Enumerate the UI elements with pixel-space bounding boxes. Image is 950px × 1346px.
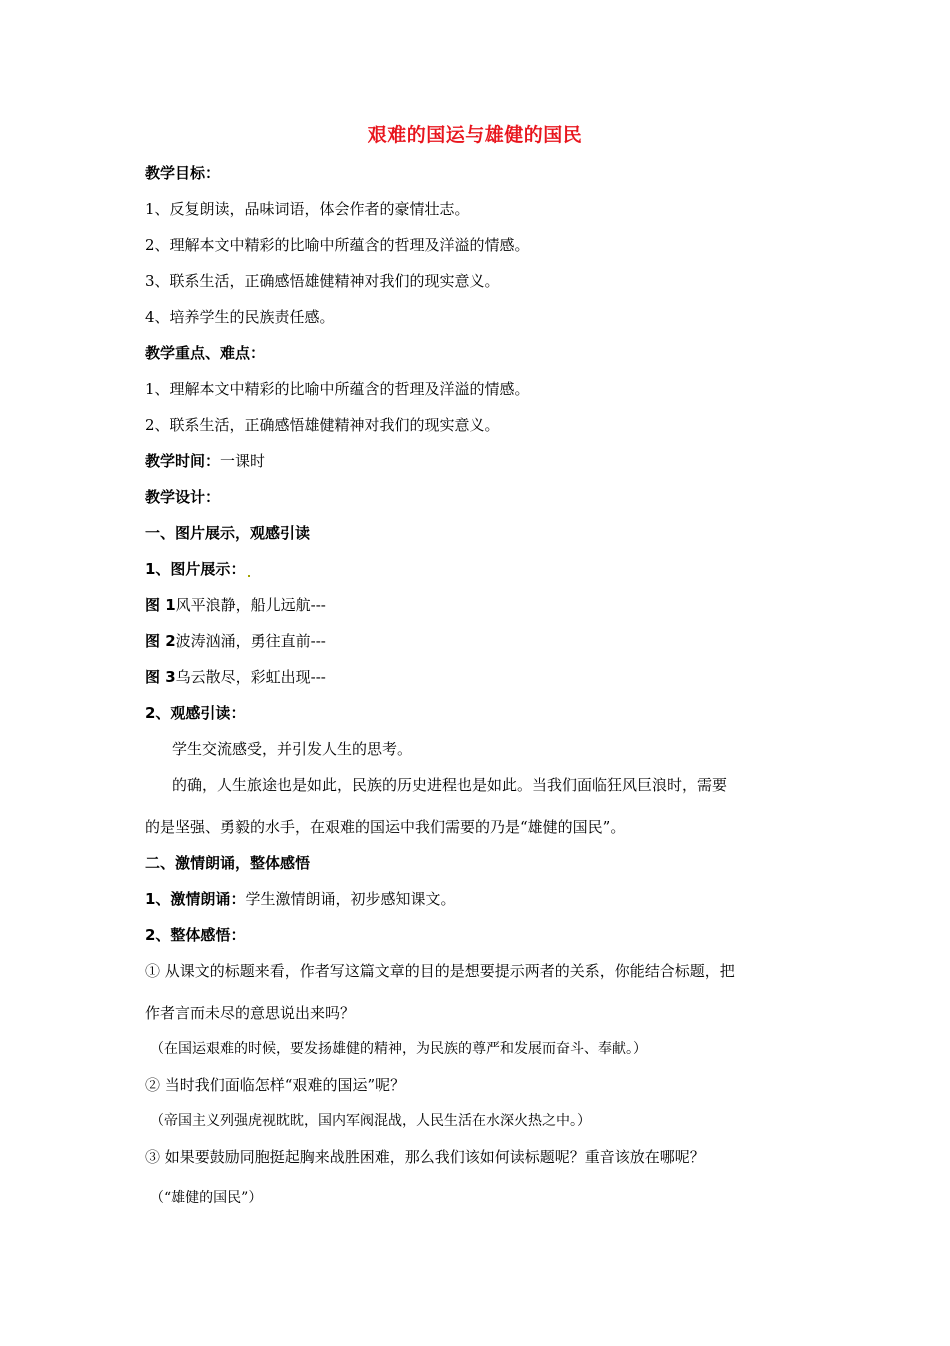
goal-item: 1、反复朗读，品味词语，体会作者的豪情壮志。 — [145, 200, 470, 218]
answer-item: （帝国主义列强虎视眈眈，国内军阀混战，人民生活在水深火热之中。） — [150, 1113, 591, 1129]
section2-sub2: 2、整体感悟： — [145, 926, 246, 944]
goal-item: 4、培养学生的民族责任感。 — [145, 308, 335, 326]
picture-text: 乌云散尽，彩虹出现--- — [175, 668, 326, 686]
paragraph-continuation: 的是坚强、勇毅的水手，在艰难的国运中我们需要的乃是“雄健的国民”。 — [145, 818, 626, 836]
picture-label: 图 3 — [145, 668, 176, 686]
question-item: ① 从课文的标题来看，作者写这篇文章的目的是想要提示两者的关系，你能结合标题，把 — [145, 962, 735, 980]
section1-sub1 — [145, 559, 250, 579]
question-item: ③ 如果要鼓励同胞挺起胸来战胜困难，那么我们该如何读标题呢？重音该放在哪呢？ — [145, 1148, 705, 1166]
picture-text: 风平浪静，船儿远航--- — [175, 596, 326, 614]
section1-sub1-label: 1、图片展示： — [145, 560, 246, 578]
picture-item — [145, 667, 326, 687]
decorative-dot — [248, 575, 250, 577]
design-heading: 教学设计： — [145, 488, 221, 506]
picture-label: 图 2 — [145, 632, 176, 650]
section2-sub1-label: 1、激情朗诵： — [145, 890, 246, 908]
question-continuation: 作者言而未尽的意思说出来吗？ — [145, 1004, 356, 1022]
document-title: 艰难的国运与雄健的国民 — [367, 124, 583, 146]
goal-item: 2、理解本文中精彩的比喻中所蕴含的哲理及洋溢的情感。 — [145, 236, 530, 254]
section2-sub1-text: 学生激情朗诵，初步感知课文。 — [245, 890, 456, 908]
key-point-item: 2、联系生活，正确感悟雄健精神对我们的现实意义。 — [145, 416, 500, 434]
section2-heading: 二、激情朗诵，整体感悟 — [145, 854, 311, 872]
goals-heading: 教学目标： — [145, 164, 221, 182]
paragraph: 的确，人生旅途也是如此，民族的历史进程也是如此。当我们面临狂风巨浪时，需要 — [172, 776, 728, 794]
section1-sub2: 2、观感引读： — [145, 704, 246, 722]
key-point-item: 1、理解本文中精彩的比喻中所蕴含的哲理及洋溢的情感。 — [145, 380, 530, 398]
key-points-heading: 教学重点、难点： — [145, 344, 266, 362]
picture-label: 图 1 — [145, 596, 176, 614]
section2-sub1 — [145, 889, 455, 909]
teaching-time-label: 教学时间： — [145, 452, 221, 470]
paragraph: 学生交流感受，并引发人生的思考。 — [172, 740, 413, 758]
teaching-time — [145, 451, 265, 471]
picture-text: 波涛汹涌，勇往直前--- — [175, 632, 326, 650]
goal-item: 3、联系生活，正确感悟雄健精神对我们的现实意义。 — [145, 272, 500, 290]
question-item: ② 当时我们面临怎样“艰难的国运”呢？ — [145, 1076, 406, 1094]
section1-heading: 一、图片展示，观感引读 — [145, 524, 311, 542]
teaching-time-value: 一课时 — [220, 452, 266, 470]
picture-item — [145, 631, 326, 651]
answer-item: （在国运艰难的时候，要发扬雄健的精神，为民族的尊严和发展而奋斗、奉献。） — [150, 1041, 647, 1057]
picture-item — [145, 595, 326, 615]
answer-item: （“雄健的国民”） — [150, 1190, 263, 1206]
